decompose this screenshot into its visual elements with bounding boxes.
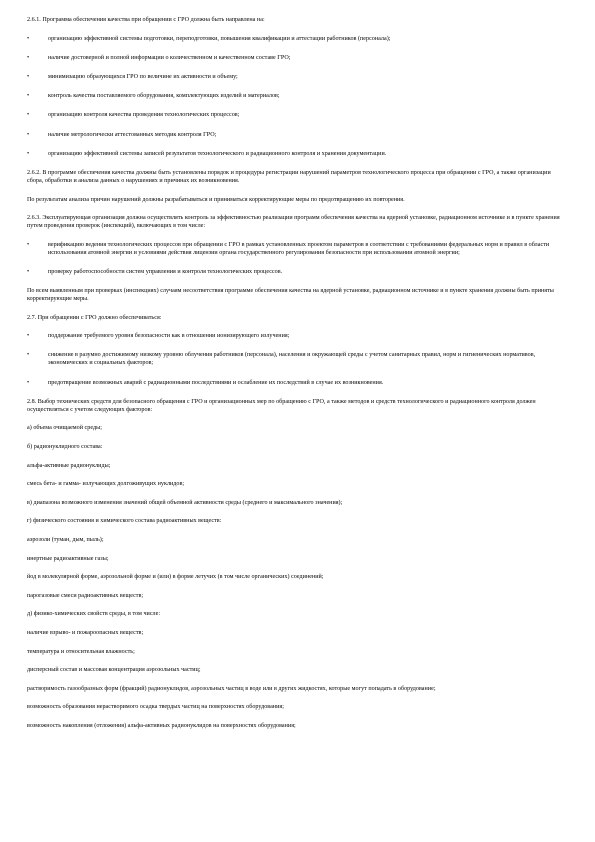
paragraph: смесь бета- и гамма- излучающих долгоживущих нуклидов; [27,481,185,488]
bullet-text: организацию эффективной системы подготовки, переподготовки, повышения квалификации и аттестации работников (персонала); [48,35,391,42]
paragraph: парогазовые смеси радиоактивных веществ; [27,592,144,599]
paragraph: д) физико-химических свойств среды, в том числе: [27,611,161,618]
bullet-icon: • [27,73,30,80]
bullet-text: контроль качества поставляемого оборудования, комплектующих изделий и материалов; [48,93,280,100]
bullet-text: организацию эффективной системы записей результатов технологического и радиационного контроля и хранения документации. [48,150,387,157]
bullet-icon: • [27,54,30,61]
bullet-text: предотвращение возможных аварий с радиационными последствиями и ослабление их последствий в случае их возникновения. [48,379,384,386]
bullet-text: организацию контроля качества проведения технологических процессов; [48,112,240,119]
paragraph: дисперсный состав и массовая концентрация аэрозольных частиц; [27,667,201,674]
bullet-item [27,379,568,387]
paragraph: растворимость газообразных форм (фракций) радионуклидов, аэрозольных частиц в воде или в других жидкостях, которые могут попадать в оборудование; [27,685,436,692]
bullet-item [27,241,568,257]
bullet-icon: • [27,333,30,340]
bullet-icon: • [27,379,30,386]
bullet-text: минимизацию образующихся ГРО по величине их активности и объему; [48,73,238,80]
bullet-text: наличие достоверной и полной информации о количественном и качественном составе ГРО; [48,54,291,61]
bullet-icon: • [27,268,30,275]
bullet-item [27,131,568,139]
paragraph: температура и относительная влажность; [27,648,135,655]
bullet-item [27,54,568,62]
paragraph: По всем выявленным при проверках (инспекциях) случаям несоответствия программе обеспечения качества на ядерной установке, радиационном источнике и в пункте хранения должны быть приняты корректирующие меры. [27,288,554,303]
bullet-icon: • [27,35,30,42]
paragraph: наличие взрыво- и пожароопасных веществ; [27,629,144,636]
paragraph: По результатам анализа причин нарушений должны разрабатываться и приниматься корректирующие меры по предотвращению их повторения. [27,196,405,203]
bullet-item [27,268,568,276]
bullet-icon: • [27,93,30,100]
bullet-item [27,351,568,367]
bullet-text: наличие метрологически аттестованных методик контроля ГРО; [48,131,217,138]
paragraph: 2.6.3. Эксплуатирующая организация должна осуществлять контроль за эффективностью реализации программ обеспечения качества на ядерной установке, радиационном источнике и в пункте хранения путем проведения проверок (инспекций), включающих в том числе: [27,215,560,230]
bullet-item [27,92,568,100]
paragraph: 2.8. Выбор технических средств для безопасного обращения с ГРО и организационных мер по обращению с ГРО, а также методов и средств технологического и радиационного контроля должен осуществляться с учетом следующих факторов: [27,398,536,413]
bullet-icon: • [27,241,30,248]
paragraph: а) объема очищаемой среды; [27,425,102,432]
paragraph: в) диапазона возможного изменения значений общей объемной активности среды (среднего и максимального значения); [27,499,343,506]
bullet-item [27,35,568,43]
paragraph: альфа-активные радионуклиды; [27,462,111,469]
bullet-icon: • [27,150,30,157]
paragraph: йод в молекулярной форме, аэрозольной форме и (или) в форме летучих (в том числе органических) соединений; [27,574,324,581]
paragraph: б) радионуклидного состава: [27,444,103,450]
bullet-item [27,73,568,81]
bullet-text: снижение в разумно достижимому низкому уровню облучения работников (персонала), населения и окружающей среды с учетом санитарных правил, норм и гигиенических нормативов, экономических и социальных факторов; [48,352,536,367]
paragraph: 2.6.1. Программа обеспечения качества при обращении с ГРО должна быть направлена на: [27,17,265,23]
bullet-item [27,332,568,340]
bullet-item [27,150,568,158]
bullet-icon: • [27,131,30,138]
bullet-item [27,111,568,119]
paragraph: г) физического состояния и химического состава радиоактивных веществ: [27,518,222,525]
paragraph: 2.6.2. В программе обеспечения качества должны быть установлены порядок и процедуры регистрации нарушений параметров технологического процесса при обращении с ГРО, а также организации сбора, обработки и анализа данных о нарушениях и причинах их возникновения. [27,169,551,184]
paragraph: инертные радиоактивные газы; [27,555,109,562]
bullet-text: верификацию ведения технологических процессов при обращении с ГРО в рамках установленных проектом параметров в соответствии с требованиями федеральных норм и правил в области использования атомной энергии и условиями действия лицензии органа государственного регулирования безопасности при использовании атомной энергии; [48,241,550,256]
bullet-icon: • [27,112,30,119]
paragraph: возможность образования нерастворимого осадка твердых частиц на поверхностях оборудования; [27,704,284,711]
bullet-icon: • [27,352,30,359]
bullet-text: проверку работоспособности систем управления и контроля технологических процессов. [48,268,283,275]
paragraph: 2.7. При обращении с ГРО должно обеспечиваться: [27,314,162,321]
paragraph: аэрозоли (туман, дым, пыль); [27,536,104,543]
paragraph: возможность накопления (отложения) альфа-активных радионуклидов на поверхностях оборудования; [27,722,296,729]
bullet-text: поддержание требуемого уровня безопасности как в отношении ионизирующего излучения; [48,333,290,340]
